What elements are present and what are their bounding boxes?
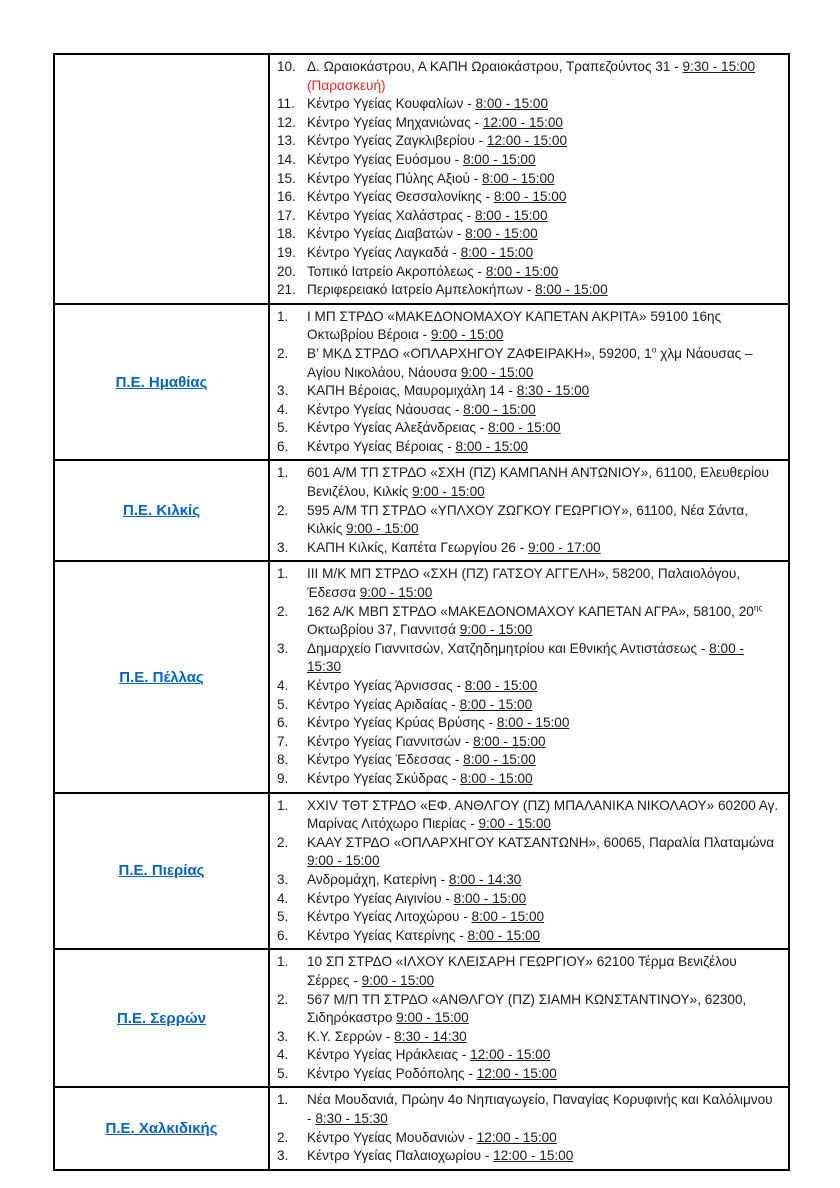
item-text bbox=[307, 225, 780, 244]
item-text bbox=[307, 1046, 780, 1065]
item-number: 2. bbox=[277, 991, 289, 1007]
hours-range: 8:00 - 15:00 bbox=[463, 752, 536, 768]
hours-range: 8:30 - 15:30 bbox=[315, 1111, 388, 1127]
item-number: 6. bbox=[277, 927, 289, 943]
item-number: 12. bbox=[277, 114, 296, 130]
item-text bbox=[307, 401, 780, 420]
list-item bbox=[277, 58, 780, 95]
table-row bbox=[55, 459, 788, 560]
locations-cell bbox=[270, 305, 788, 460]
locations-cell bbox=[270, 794, 788, 949]
hours-range: 9:30 - 15:00 bbox=[682, 59, 756, 74]
location-text: Κέντρο Υγείας Σκύδρας - bbox=[307, 770, 461, 786]
list-item bbox=[277, 438, 780, 457]
list-item bbox=[277, 565, 780, 602]
locations-cell bbox=[270, 461, 788, 560]
location-text: Κέντρο Υγείας Βέροιας - bbox=[307, 438, 456, 454]
list-item bbox=[277, 419, 780, 438]
location-text: 162 Α/Κ ΜΒΠ ΣΤΡΔΟ «ΜΑΚΕΔΟΝΟΜΑΧΟΥ ΚΑΠΕΤΑΝ ΑΓΡΑ», 58100, 20 bbox=[307, 603, 754, 619]
region-label-kilkis: Π.Ε. Κιλκίς bbox=[122, 502, 200, 520]
region-cell bbox=[55, 305, 270, 460]
region-cell bbox=[55, 55, 270, 303]
location-text: Κέντρο Υγείας Κουφαλίων - bbox=[307, 96, 476, 112]
item-text bbox=[307, 908, 780, 927]
item-text bbox=[307, 797, 780, 834]
item-text bbox=[307, 438, 780, 457]
list-item bbox=[277, 696, 780, 715]
list-item bbox=[277, 871, 780, 890]
item-text bbox=[307, 733, 780, 752]
list-item bbox=[277, 170, 780, 189]
item-number: 16. bbox=[277, 189, 296, 205]
location-text: Κέντρο Υγείας Άρνισσας - bbox=[307, 678, 465, 693]
item-text bbox=[307, 1065, 780, 1084]
list-item bbox=[277, 1028, 780, 1047]
item-number: 2. bbox=[277, 345, 289, 361]
hours-range: 8:00 - 15:00 bbox=[496, 715, 570, 731]
location-text: Τοπικό Ιατρείο Ακροπόλεως - bbox=[307, 263, 486, 279]
location-text: Κέντρο Υγείας Γιαννιτσών - bbox=[307, 733, 474, 749]
item-number: 6. bbox=[277, 438, 289, 454]
hours-range: 9:00 - 15:00 bbox=[307, 853, 380, 869]
location-text: Κέντρο Υγείας Ζαγκλιβερίου - bbox=[307, 133, 487, 149]
item-number: 9. bbox=[277, 770, 289, 786]
item-text bbox=[307, 244, 780, 263]
list-item bbox=[277, 1046, 780, 1065]
item-number: 3. bbox=[277, 383, 289, 399]
location-text: XXIV ΤΘΤ ΣΤΡΔΟ «ΕΦ. ΑΝΘΛΓΟΥ (ΠΖ) ΜΠΑΛΑΝΙΚΑ ΝΙΚΟΛΑΟΥ» 60200 Αγ. Μαρίνας Λιτόχωρο Πιερίας - bbox=[307, 797, 779, 832]
list-item bbox=[277, 640, 780, 677]
item-text bbox=[307, 95, 780, 114]
table-row bbox=[55, 55, 788, 303]
hours-range: 12:00 - 15:00 bbox=[470, 1047, 551, 1063]
item-number: 20. bbox=[277, 263, 296, 279]
item-number: 1. bbox=[277, 797, 289, 813]
item-number: 7. bbox=[277, 733, 289, 749]
item-text bbox=[307, 502, 780, 539]
hours-range: 8:00 - 15:00 bbox=[465, 226, 538, 242]
item-number: 19. bbox=[277, 244, 296, 260]
item-text bbox=[307, 953, 780, 990]
location-text: Β’ ΜΚΔ ΣΤΡΔΟ «ΟΠΛΑΡΧΗΓΟΥ ΖΑΦΕΙΡΑΚΗ», 59200, 1 bbox=[307, 345, 652, 361]
location-text: Δ. Ωραιοκάστρου, Α ΚΑΠΗ Ωραιοκάστρου, Τραπεζούντος 31 - bbox=[307, 59, 683, 74]
list-item bbox=[277, 382, 780, 401]
item-text bbox=[307, 890, 780, 909]
list-item bbox=[277, 345, 780, 382]
table-row bbox=[55, 1086, 788, 1168]
item-text bbox=[307, 188, 780, 207]
locations-cell bbox=[270, 950, 788, 1086]
item-text bbox=[307, 991, 780, 1028]
item-number: 5. bbox=[277, 696, 289, 712]
location-text: 567 Μ/Π ΤΠ ΣΤΡΔΟ «ΑΝΘΛΓΟΥ (ΠΖ) ΣΙΑΜΗ ΚΩΝΣΤΑΝΤΙΝΟΥ», 62300, Σιδηρόκαστρο bbox=[307, 991, 747, 1026]
list-item bbox=[277, 991, 780, 1028]
list-item bbox=[277, 281, 780, 300]
item-number: 13. bbox=[277, 133, 296, 149]
item-number: 21. bbox=[277, 282, 296, 298]
location-text: Κέντρο Υγείας Ηράκλειας - bbox=[307, 1047, 471, 1063]
location-text: Κέντρο Υγείας Αριδαίας - bbox=[307, 696, 460, 712]
location-text: Κέντρο Υγείας Παλαιοχωρίου - bbox=[307, 1148, 494, 1164]
hours-range: 12:00 - 15:00 bbox=[476, 1129, 557, 1145]
locations-cell bbox=[270, 562, 788, 791]
hours-range: 8:00 - 15:00 bbox=[459, 696, 533, 712]
item-text bbox=[307, 151, 780, 170]
locations-cell bbox=[270, 1088, 788, 1168]
item-text bbox=[307, 419, 780, 438]
list-item bbox=[277, 308, 780, 345]
hours-range: 8:00 - 15:00 bbox=[460, 244, 534, 260]
item-number: 1. bbox=[277, 1092, 289, 1108]
list-item bbox=[277, 151, 780, 170]
region-label-chalkidikis: Π.Ε. Χαλκιδικής bbox=[105, 1120, 218, 1138]
hours-range: 8:30 - 15:00 bbox=[516, 383, 590, 399]
hours-range: 12:00 - 15:00 bbox=[493, 1148, 574, 1164]
list-item bbox=[277, 502, 780, 539]
hours-range: 8:00 - 15:00 bbox=[493, 189, 567, 205]
hours-range: 12:00 - 15:00 bbox=[476, 1065, 557, 1081]
region-label-pierias: Π.Ε. Πιερίας bbox=[118, 862, 205, 880]
hours-range: 9:00 - 15:00 bbox=[459, 622, 533, 638]
hours-range: 12:00 - 15:00 bbox=[482, 114, 563, 130]
item-number: 3. bbox=[277, 1148, 289, 1164]
location-text: Ανδρομάχη, Κατερίνη - bbox=[307, 871, 449, 887]
item-number: 10. bbox=[277, 59, 296, 74]
location-text: Νέα Μουδανιά, Πρώην 4ο Νηπιαγωγείο, Παναγίας Κορυφινής και Καλόλιμνου - bbox=[307, 1092, 773, 1127]
list-item bbox=[277, 401, 780, 420]
item-text bbox=[307, 58, 780, 95]
item-number: 4. bbox=[277, 890, 289, 906]
hours-range: 8:00 - 15:00 bbox=[488, 420, 561, 436]
list-item bbox=[277, 263, 780, 282]
item-number: 3. bbox=[277, 539, 289, 555]
item-text bbox=[307, 696, 780, 715]
list-item bbox=[277, 603, 780, 640]
item-text bbox=[307, 263, 780, 282]
item-text bbox=[307, 1028, 780, 1047]
region-cell bbox=[55, 1088, 270, 1168]
item-text bbox=[307, 565, 780, 602]
item-text bbox=[307, 207, 780, 226]
hours-range: 8:00 - 15:00 bbox=[462, 151, 536, 167]
location-text: Κέντρο Υγείας Αιγινίου - bbox=[307, 890, 454, 906]
location-text: Κέντρο Υγείας Λιτοχώρου - bbox=[307, 909, 472, 925]
location-text: Κέντρο Υγείας Λαγκαδά - bbox=[307, 244, 461, 260]
item-text bbox=[307, 927, 780, 946]
location-text: Κέντρο Υγείας Ευόσμου - bbox=[307, 151, 463, 167]
hours-range: 8:00 - 15:00 bbox=[455, 438, 529, 454]
item-number: 5. bbox=[277, 909, 289, 925]
hours-range: 12:00 - 15:00 bbox=[486, 133, 568, 149]
item-text bbox=[307, 1129, 780, 1148]
list-item bbox=[277, 953, 780, 990]
hours-range: 8:00 - 15:00 bbox=[482, 170, 555, 186]
list-item bbox=[277, 714, 780, 733]
item-number: 15. bbox=[277, 170, 296, 186]
item-text bbox=[307, 603, 780, 640]
region-label-serron: Π.Ε. Σερρών bbox=[116, 1009, 207, 1027]
item-number: 4. bbox=[277, 1047, 289, 1063]
item-text bbox=[307, 770, 780, 789]
location-text: Κέντρο Υγείας Κατερίνης - bbox=[307, 927, 468, 943]
location-text: Κέντρο Υγείας Ροδόπολης - bbox=[307, 1065, 477, 1081]
location-text: Κέντρο Υγείας Θεσσαλονίκης - bbox=[307, 189, 494, 205]
list-item bbox=[277, 834, 780, 871]
location-text: Κέντρο Υγείας Μουδανιών - bbox=[307, 1129, 477, 1145]
item-number: 2. bbox=[277, 502, 289, 518]
list-item bbox=[277, 1147, 780, 1166]
hours-range: 9:00 - 15:00 bbox=[412, 484, 485, 500]
location-text: Περιφερειακό Ιατρείο Αμπελοκήπων - bbox=[307, 282, 536, 298]
item-text bbox=[307, 345, 780, 382]
hours-range: 8:00 - 15:00 bbox=[453, 890, 527, 906]
hours-range: 8:00 - 15:00 bbox=[464, 678, 538, 693]
table-row bbox=[55, 303, 788, 460]
list-item bbox=[277, 890, 780, 909]
hours-range: 8:00 - 15:00 bbox=[485, 263, 559, 279]
item-text bbox=[307, 751, 780, 770]
list-item bbox=[277, 188, 780, 207]
location-text: Κ.Υ. Σερρών - bbox=[307, 1028, 395, 1044]
hours-range: 9:00 - 15:00 bbox=[478, 816, 551, 832]
item-number: 3. bbox=[277, 871, 289, 887]
list-item bbox=[277, 114, 780, 133]
table-row bbox=[55, 948, 788, 1086]
hours-range: 8:00 - 15:00 bbox=[475, 96, 549, 112]
list-item bbox=[277, 770, 780, 789]
list-item bbox=[277, 1065, 780, 1084]
item-number: 8. bbox=[277, 752, 289, 768]
hours-range: 9:00 - 15:00 bbox=[430, 327, 504, 343]
location-text: Ι ΜΠ ΣΤΡΔΟ «ΜΑΚΕΔΟΝΟΜΑΧΟΥ ΚΑΠΕΤΑΝ ΑΚΡΙΤΑ» 59100 16ης Οκτωβρίου Βέροια - bbox=[307, 308, 722, 343]
ordinal-superscript: ο bbox=[651, 344, 657, 355]
location-text: Κέντρο Υγείας Μηχανιώνας - bbox=[307, 114, 483, 130]
hours-range: 8:00 - 15:00 bbox=[474, 207, 548, 223]
list-item bbox=[277, 677, 780, 696]
location-text: 601 Α/Μ ΤΠ ΣΤΡΔΟ «ΣΧΗ (ΠΖ) ΚΑΜΠΑΝΗ ΑΝΤΩΝΙΟΥ», 61100, Ελευθερίου Βενιζέλου, Κιλκίς bbox=[307, 465, 769, 500]
item-text bbox=[307, 464, 780, 501]
item-text bbox=[307, 170, 780, 189]
location-text: Κέντρο Υγείας Νάουσας - bbox=[307, 401, 464, 417]
list-item bbox=[277, 132, 780, 151]
list-item bbox=[277, 464, 780, 501]
region-label-imathias: Π.Ε. Ημαθίας bbox=[115, 373, 208, 391]
list-item bbox=[277, 1129, 780, 1148]
hours-range: 9:00 - 15:00 bbox=[359, 585, 433, 601]
location-text: χλμ Νάουσας – Αγίου Νικολάου, Νάουσα bbox=[307, 345, 753, 380]
table-row bbox=[55, 792, 788, 949]
item-number: 14. bbox=[277, 151, 296, 167]
item-number: 3. bbox=[277, 640, 289, 656]
list-item bbox=[277, 539, 780, 558]
hours-range: 8:00 - 15:00 bbox=[473, 733, 546, 749]
location-text: ΙΙΙ Μ/Κ ΜΠ ΣΤΡΔΟ «ΣΧΗ (ΠΖ) ΓΑΤΣΟΥ ΑΓΓΕΛΗ», 58200, Παλαιολόγου, Έδεσσα bbox=[307, 566, 741, 601]
list-item bbox=[277, 733, 780, 752]
hours-range: 8:00 - 15:00 bbox=[460, 770, 533, 786]
item-text bbox=[307, 114, 780, 133]
region-cell bbox=[55, 562, 270, 791]
item-number: 5. bbox=[277, 1065, 289, 1081]
item-number: 2. bbox=[277, 834, 289, 850]
item-number: 18. bbox=[277, 226, 296, 242]
hours-range: 9:00 - 17:00 bbox=[528, 539, 601, 555]
hours-range: 8:00 - 15:00 bbox=[467, 927, 541, 943]
item-number: 17. bbox=[277, 207, 296, 223]
item-text bbox=[307, 677, 780, 696]
list-item bbox=[277, 927, 780, 946]
region-cell bbox=[55, 461, 270, 560]
location-text: ΚΑΠΗ Βέροιας, Μαυρομιχάλη 14 - bbox=[307, 383, 517, 399]
hours-range: 8:00 - 15:00 bbox=[471, 909, 545, 925]
location-text: Κέντρο Υγείας Πύλης Αξιού - bbox=[307, 170, 483, 186]
ordinal-superscript: ης bbox=[753, 602, 763, 613]
region-label-pellas: Π.Ε. Πέλλας bbox=[119, 668, 204, 686]
item-number: 3. bbox=[277, 1028, 289, 1044]
location-text: Κέντρο Υγείας Έδεσσας - bbox=[307, 752, 464, 768]
location-text: Οκτωβρίου 37, Γιαννιτσά bbox=[307, 622, 460, 638]
hours-range: 9:00 - 15:00 bbox=[396, 1010, 469, 1026]
item-number: 1. bbox=[277, 566, 289, 582]
location-text: ΚΑΑΥ ΣΤΡΔΟ «ΟΠΛΑΡΧΗΓΟΥ ΚΑΤΣΑΝΤΩΝΗ», 60065, Παραλία Πλαταμώνα bbox=[307, 834, 775, 850]
item-text bbox=[307, 281, 780, 300]
item-text bbox=[307, 834, 780, 871]
item-number: 4. bbox=[277, 401, 289, 417]
item-text bbox=[307, 1091, 780, 1128]
location-text: Κέντρο Υγείας Αλεξάνδρειας - bbox=[307, 420, 489, 436]
item-number: 2. bbox=[277, 1129, 289, 1145]
item-number: 1. bbox=[277, 465, 289, 481]
hours-range: 8:00 - 15:30 bbox=[307, 640, 744, 675]
list-item bbox=[277, 225, 780, 244]
item-number: 2. bbox=[277, 603, 289, 619]
hours-range: 9:00 - 15:00 bbox=[460, 364, 534, 380]
item-text bbox=[307, 871, 780, 890]
list-item bbox=[277, 908, 780, 927]
item-text bbox=[307, 382, 780, 401]
hours-range: 8:00 - 15:00 bbox=[463, 401, 536, 417]
list-item bbox=[277, 1091, 780, 1128]
item-text bbox=[307, 308, 780, 345]
location-text: 595 Α/Μ ΤΠ ΣΤΡΔΟ «ΥΠΛΧΟΥ ΖΩΓΚΟΥ ΓΕΩΡΓΙΟΥ», 61100, Νέα Σάντα, Κιλκίς bbox=[307, 502, 748, 537]
item-number: 1. bbox=[277, 308, 289, 324]
table-row bbox=[55, 560, 788, 791]
list-item bbox=[277, 244, 780, 263]
day-note: (Παρασκευή) bbox=[307, 77, 386, 93]
list-item bbox=[277, 797, 780, 834]
item-text bbox=[307, 539, 780, 558]
regional-health-units-schedule-table bbox=[53, 53, 790, 1171]
location-text: Δημαρχείο Γιαννιτσών, Χατζηδημητρίου και Εθνικής Αντιστάσεως - bbox=[307, 640, 710, 656]
list-item bbox=[277, 95, 780, 114]
item-text bbox=[307, 1147, 780, 1166]
item-number: 5. bbox=[277, 420, 289, 436]
location-text: 10 ΣΠ ΣΤΡΔΟ «ΙΛΧΟΥ ΚΛΕΙΣΑΡΗ ΓΕΩΡΓΙΟΥ» 62100 Τέρμα Βενιζέλου Σέρρες - bbox=[307, 954, 737, 988]
item-text bbox=[307, 640, 780, 677]
location-text: Κέντρο Υγείας Χαλάστρας - bbox=[307, 207, 475, 223]
region-cell bbox=[55, 794, 270, 949]
item-number: 11. bbox=[277, 96, 295, 112]
item-text bbox=[307, 714, 780, 733]
list-item bbox=[277, 751, 780, 770]
region-cell bbox=[55, 950, 270, 1086]
location-text: Κέντρο Υγείας Κρύας Βρύσης - bbox=[307, 715, 497, 731]
locations-cell bbox=[270, 55, 788, 303]
hours-range: 8:00 - 15:00 bbox=[535, 282, 608, 298]
item-number: 1. bbox=[277, 954, 289, 970]
item-number: 6. bbox=[277, 715, 289, 731]
hours-range: 9:00 - 15:00 bbox=[346, 521, 419, 537]
location-text: ΚΑΠΗ Κιλκίς, Καπέτα Γεωργίου 26 - bbox=[307, 539, 529, 555]
list-item bbox=[277, 207, 780, 226]
hours-range: 8:00 - 14:30 bbox=[448, 871, 522, 887]
hours-range: 9:00 - 15:00 bbox=[361, 972, 435, 988]
item-number: 4. bbox=[277, 678, 289, 693]
location-text: Κέντρο Υγείας Διαβατών - bbox=[307, 226, 466, 242]
item-text bbox=[307, 132, 780, 151]
hours-range: 8:30 - 14:30 bbox=[394, 1028, 467, 1044]
